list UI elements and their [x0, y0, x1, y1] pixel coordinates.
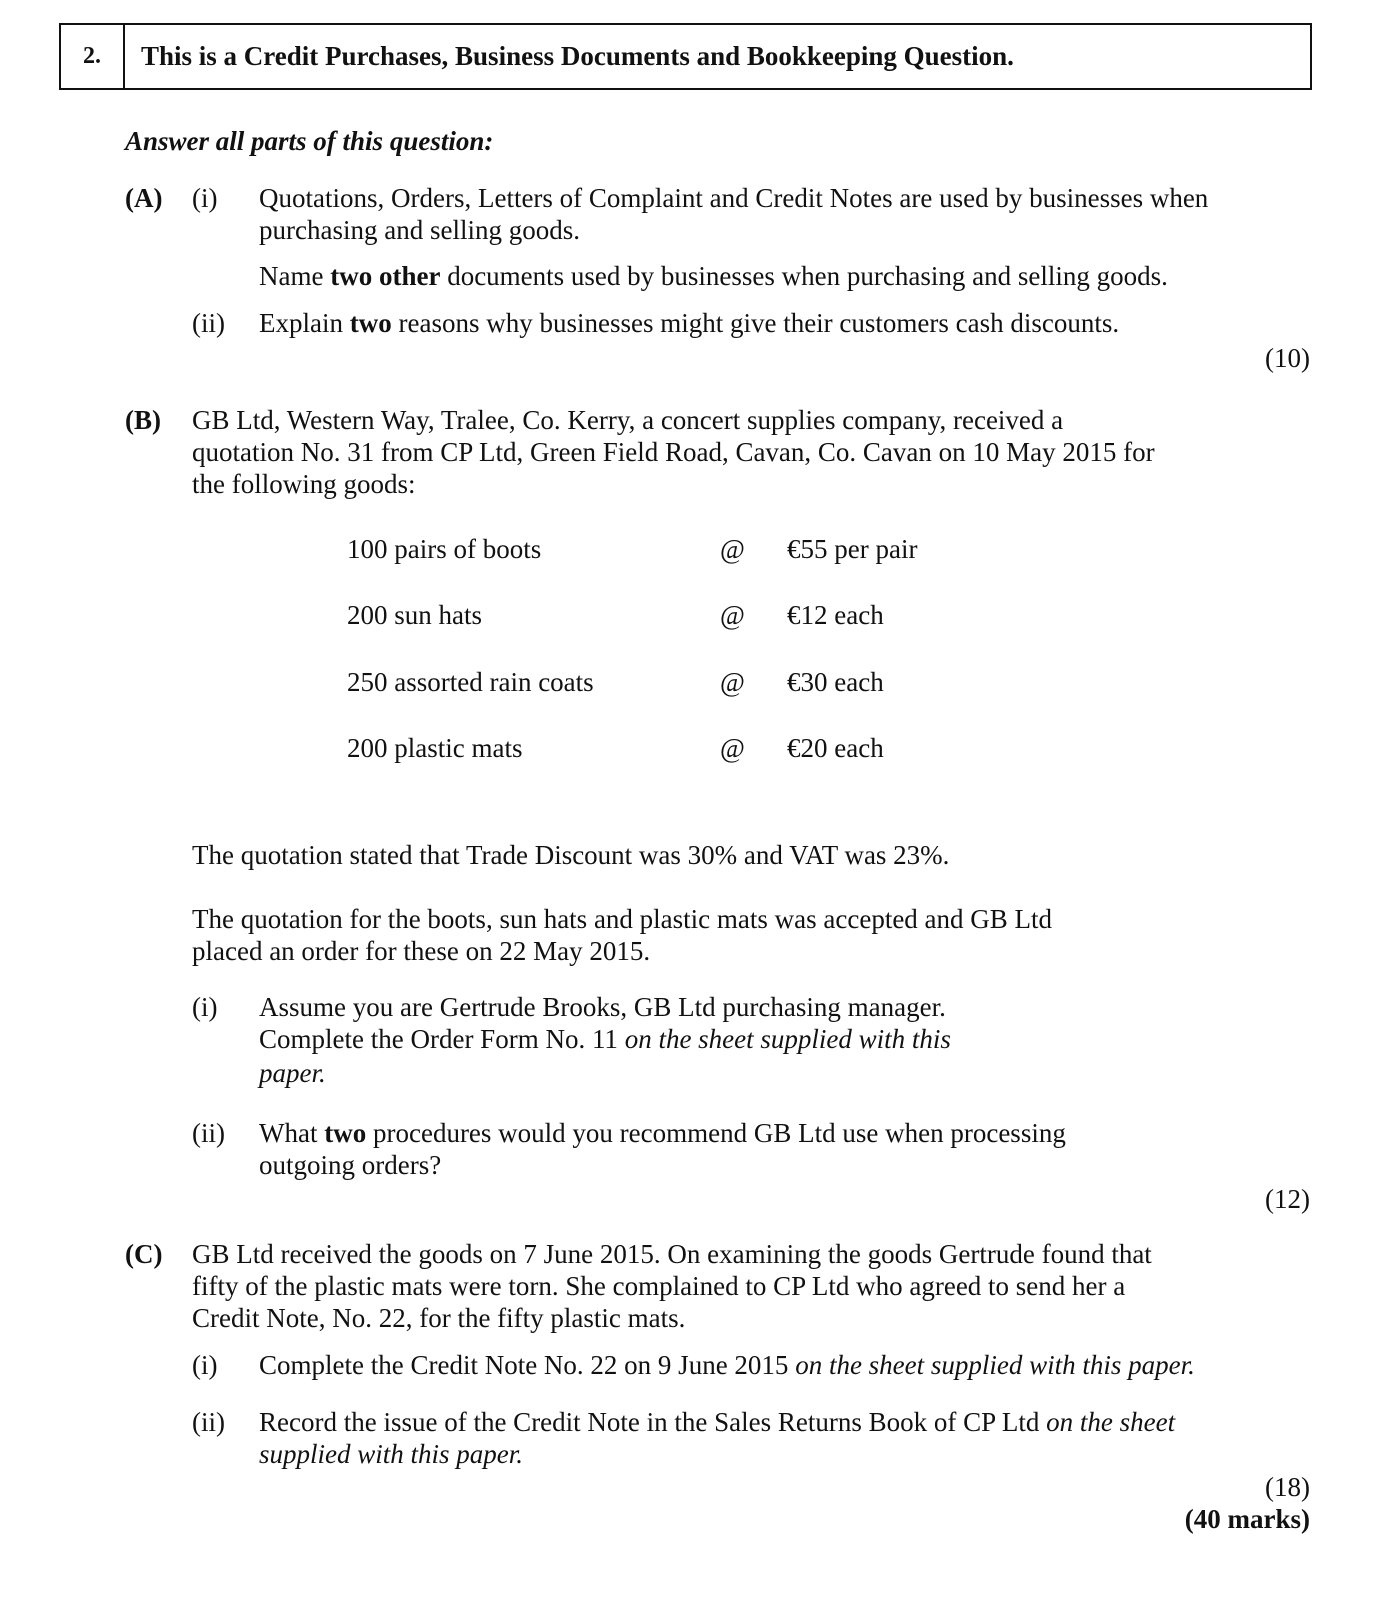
goods-item-at: @ [720, 667, 745, 697]
goods-item-price: €12 each [787, 600, 884, 630]
part-b-ii-line1: What two procedures would you recommend GB Ltd use when processing [259, 1118, 1066, 1148]
part-a-marks: (10) [1265, 343, 1310, 373]
goods-item-desc: 250 assorted rain coats [347, 667, 594, 697]
part-c-ii-line2: supplied with this paper. [259, 1439, 524, 1469]
part-b-i-label: (i) [192, 992, 218, 1022]
part-b-ii-line2: outgoing orders? [259, 1150, 442, 1180]
goods-item-at: @ [720, 600, 745, 630]
part-b-ii-label: (ii) [192, 1118, 225, 1148]
part-c-i-text: Complete the Credit Note No. 22 on 9 June 2015 on the sheet supplied with this paper. [259, 1350, 1195, 1380]
part-b-accepted-line1: The quotation for the boots, sun hats and plastic mats was accepted and GB Ltd [192, 904, 1053, 934]
part-b-line1: GB Ltd, Western Way, Tralee, Co. Kerry, a concert supplies company, received a [192, 405, 1064, 435]
part-b-i-line3: paper. [259, 1058, 326, 1088]
part-b-marks: (12) [1265, 1184, 1310, 1214]
part-c-line3: Credit Note, No. 22, for the fifty plastic mats. [192, 1303, 686, 1333]
part-a-ii-text: Explain two reasons why businesses might give their customers cash discounts. [259, 308, 1120, 338]
part-b-label: (B) [125, 405, 161, 435]
part-b-accepted-line2: placed an order for these on 22 May 2015. [192, 936, 651, 966]
goods-item-desc: 200 sun hats [347, 600, 482, 630]
part-a-i-label: (i) [192, 183, 218, 213]
instruction: Answer all parts of this question: [125, 126, 494, 156]
goods-item-price: €55 per pair [787, 534, 918, 564]
part-c-ii-line1: Record the issue of the Credit Note in the Sales Returns Book of CP Ltd on the sheet [259, 1407, 1176, 1437]
question-number: 2. [61, 25, 125, 88]
question-header [59, 23, 1312, 90]
goods-item-at: @ [720, 534, 745, 564]
part-a-label: (A) [125, 183, 163, 213]
goods-item-price: €20 each [787, 733, 884, 763]
part-c-line2: fifty of the plastic mats were torn. She complained to CP Ltd who agreed to send her a [192, 1271, 1126, 1301]
part-a-i-name: Name two other documents used by businesses when purchasing and selling goods. [259, 261, 1168, 291]
total-marks: (40 marks) [1184, 1504, 1310, 1534]
goods-item-desc: 100 pairs of boots [347, 534, 542, 564]
part-a-ii-label: (ii) [192, 308, 225, 338]
part-b-discount-line: The quotation stated that Trade Discount was 30% and VAT was 23%. [192, 840, 950, 870]
goods-item-at: @ [720, 733, 745, 763]
part-c-i-label: (i) [192, 1350, 218, 1380]
part-a-i-line1: Quotations, Orders, Letters of Complaint and Credit Notes are used by businesses when [259, 183, 1209, 213]
part-c-label: (C) [125, 1239, 163, 1269]
part-c-line1: GB Ltd received the goods on 7 June 2015. On examining the goods Gertrude found that [192, 1239, 1152, 1269]
part-b-i-line2: Complete the Order Form No. 11 on the sheet supplied with this [259, 1024, 951, 1054]
goods-item-desc: 200 plastic mats [347, 733, 523, 763]
part-b-line2: quotation No. 31 from CP Ltd, Green Field Road, Cavan, Co. Cavan on 10 May 2015 for [192, 437, 1155, 467]
part-a-i-line2: purchasing and selling goods. [259, 215, 580, 245]
question-title: This is a Credit Purchases, Business Documents and Bookkeeping Question. [141, 41, 1014, 72]
part-c-ii-label: (ii) [192, 1407, 225, 1437]
part-c-marks: (18) [1265, 1472, 1310, 1502]
part-b-i-line1: Assume you are Gertrude Brooks, GB Ltd purchasing manager. [259, 992, 946, 1022]
part-b-line3: the following goods: [192, 469, 416, 499]
goods-item-price: €30 each [787, 667, 884, 697]
